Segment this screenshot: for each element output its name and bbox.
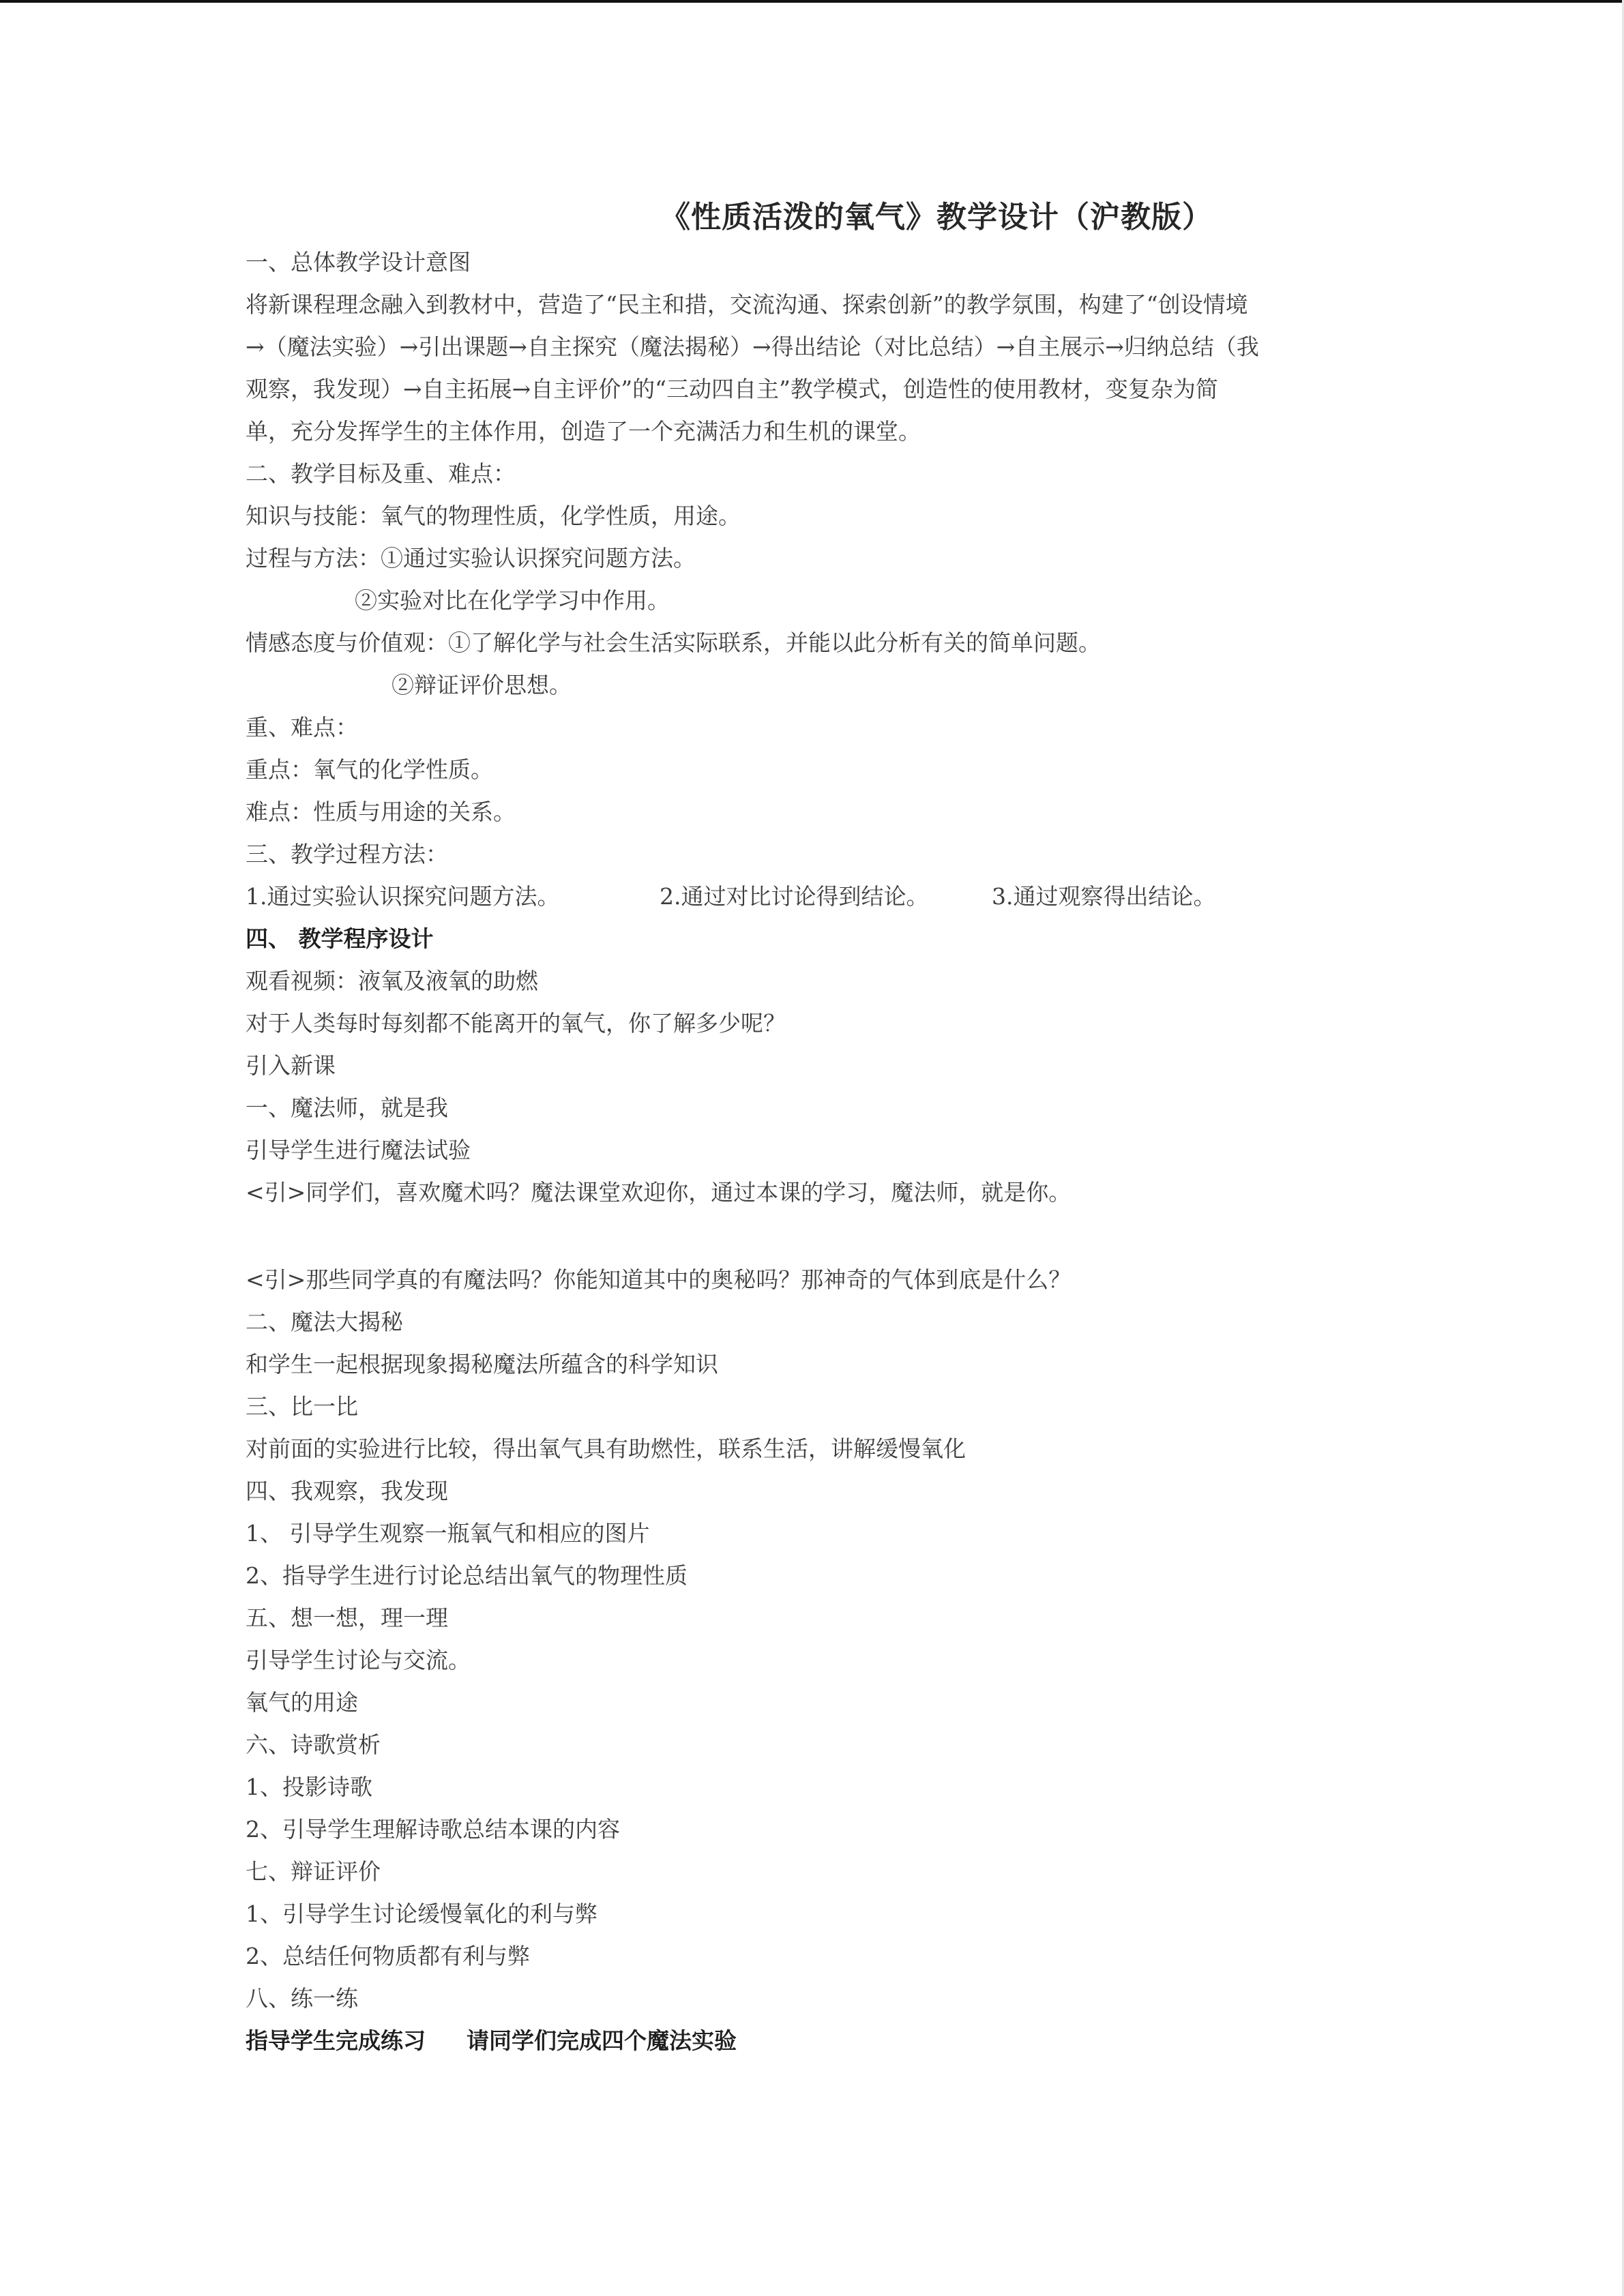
objective-emotion: 情感态度与价值观：①了解化学与社会生活实际联系，并能以此分析有关的简单问题。	[246, 629, 1101, 656]
section-heading: 一、总体教学设计意图	[246, 249, 471, 275]
difficult-point: 难点：性质与用途的关系。	[246, 799, 516, 825]
step-line: 引导学生讨论与交流。	[246, 1647, 471, 1673]
paragraph-line: 对于人类每时每刻都不能离开的氧气，你了解多少呢？	[246, 1010, 786, 1037]
objective-process: 过程与方法：①通过实验认识探究问题方法。	[246, 545, 696, 571]
paragraph-line: 将新课程理念融入到教材中，营造了“民主和措，交流沟通、探索创新”的教学氛围，构建了“创设情境	[246, 291, 1248, 318]
step-line: 1、投影诗歌	[246, 1774, 372, 1800]
step-line: <引>那些同学真的有魔法吗？你能知道其中的奥秘吗？那神奇的气体到底是什么？	[246, 1266, 1072, 1293]
method-item: 3.通过观察得出结论。	[992, 883, 1216, 910]
paragraph-line: →（魔法实验）→引出课题→自主探究（魔法揭秘）→得出结论（对比总结）→自主展示→归纳总结（我	[246, 333, 1259, 360]
step-line: 1、引导学生讨论缓慢氧化的利与弊	[246, 1900, 597, 1927]
paragraph-line: 观察，我发现）→自主拓展→自主评价”的“三动四自主”教学模式，创造性的使用教材，变复杂为简	[246, 376, 1218, 402]
step-heading: 一、魔法师，就是我	[246, 1094, 448, 1121]
practice-task: 请同学们完成四个魔法实验	[467, 2027, 737, 2054]
step-heading: 八、练一练	[246, 1985, 358, 2012]
practice-instruction: 指导学生完成练习	[246, 2027, 426, 2054]
paragraph-line: 单，充分发挥学生的主体作用，创造了一个充满活力和生机的课堂。	[246, 418, 921, 445]
objective-emotion-cont: ②辩证评价思想。	[392, 672, 572, 698]
step-heading: 五、想一想，理一理	[246, 1605, 448, 1631]
step-line: <引>同学们，喜欢魔术吗？魔法课堂欢迎你，通过本课的学习，魔法师，就是你。	[246, 1179, 1072, 1206]
step-line: 2、引导学生理解诗歌总结本课的内容	[246, 1816, 620, 1843]
step-line: 引导学生进行魔法试验	[246, 1137, 471, 1163]
step-heading: 四、我观察，我发现	[246, 1478, 448, 1504]
step-line: 和学生一起根据现象揭秘魔法所蕴含的科学知识	[246, 1351, 718, 1377]
key-point: 重点：氧气的化学性质。	[246, 756, 493, 783]
objective-process-cont: ②实验对比在化学学习中作用。	[355, 587, 670, 614]
paragraph-line: 引入新课	[246, 1052, 336, 1079]
step-line: 1、 引导学生观察一瓶氧气和相应的图片	[246, 1520, 650, 1547]
step-heading: 七、辩证评价	[246, 1858, 381, 1885]
objective-knowledge: 知识与技能：氧气的物理性质，化学性质，用途。	[246, 503, 741, 529]
section-heading: 四、 教学程序设计	[246, 925, 434, 952]
step-heading: 六、诗歌赏析	[246, 1731, 381, 1758]
step-line: 氧气的用途	[246, 1689, 358, 1716]
step-heading: 三、比一比	[246, 1393, 358, 1420]
blank-line	[246, 1214, 1381, 1259]
method-item: 2.通过对比讨论得到结论。	[660, 883, 929, 910]
page-title: 《性质活泼的氧气》教学设计（沪教版）	[660, 200, 1213, 235]
method-item: 1.通过实验认识探究问题方法。	[246, 883, 560, 910]
step-line: 对前面的实验进行比较，得出氧气具有助燃性，联系生活，讲解缓慢氧化	[246, 1435, 966, 1462]
section-heading: 三、教学过程方法：	[246, 841, 448, 867]
page-top-border	[0, 0, 1624, 3]
step-line: 2、总结任何物质都有利与弊	[246, 1943, 530, 1969]
paragraph-line: 观看视频：液氧及液氧的助燃	[246, 968, 538, 994]
practice-line	[246, 2020, 1381, 2062]
document-body	[246, 241, 1381, 2062]
step-heading: 二、魔法大揭秘	[246, 1309, 403, 1335]
method-list	[246, 876, 1381, 918]
section-heading: 二、教学目标及重、难点：	[246, 460, 516, 487]
step-line: 2、指导学生进行讨论总结出氧气的物理性质	[246, 1562, 688, 1589]
key-points-heading: 重、难点：	[246, 714, 358, 741]
